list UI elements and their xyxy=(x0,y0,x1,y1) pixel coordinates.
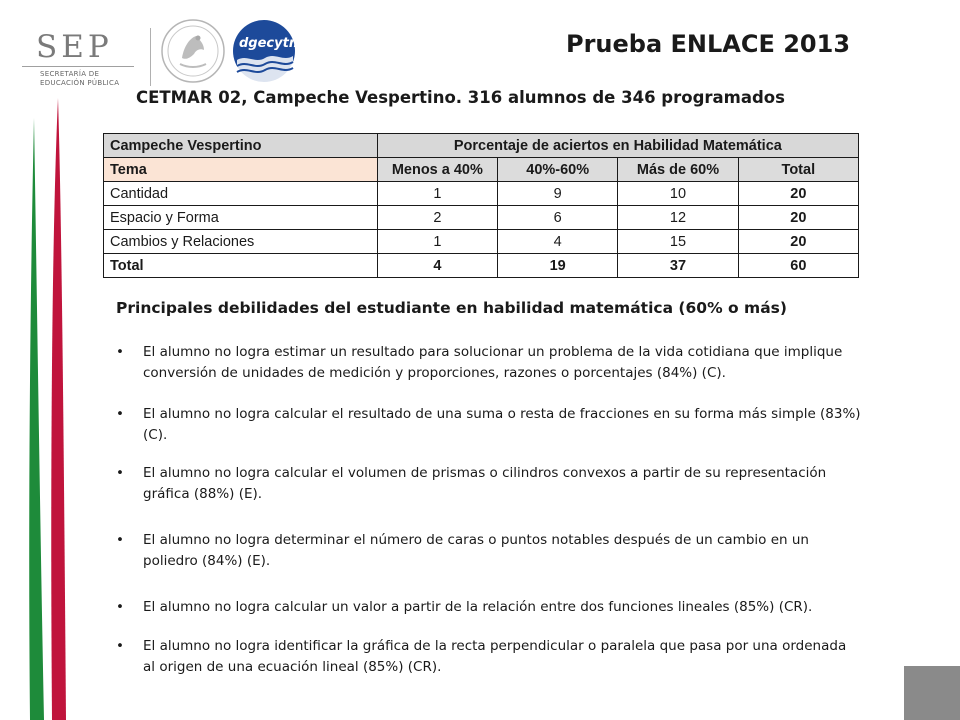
cell-menos40: 2 xyxy=(377,206,497,230)
cell-tema: Espacio y Forma xyxy=(104,206,378,230)
cell-mas60: 12 xyxy=(618,206,738,230)
list-item-text xyxy=(143,636,938,678)
section-heading: Principales debilidades del estudiante en habilidad matemática (60% o más) xyxy=(116,299,787,317)
list-item-line: conversión de unidades de medición y proporciones, razones o porcentajes (84%) (C). xyxy=(143,365,726,381)
dgecytm-logo xyxy=(233,20,303,82)
bullet-dot-icon: • xyxy=(116,638,124,654)
list-item-text xyxy=(143,404,938,446)
decorative-stripes xyxy=(0,0,100,720)
table-header-left: Campeche Vespertino xyxy=(104,134,378,158)
list-item-line: (C). xyxy=(143,427,168,443)
cell-total: 20 xyxy=(738,182,858,206)
list-item-line: El alumno no logra calcular el volumen de prismas o cilindros convexos a partir de su representación xyxy=(143,465,827,481)
table-row xyxy=(104,206,859,230)
sep-logo-line2: EDUCACIÓN PÚBLICA xyxy=(40,79,120,87)
cell-total: 20 xyxy=(738,230,858,254)
cell-total: 20 xyxy=(738,206,858,230)
column-header-total: Total xyxy=(738,158,858,182)
column-header-menos40: Menos a 40% xyxy=(377,158,497,182)
cell-tema: Cambios y Relaciones xyxy=(104,230,378,254)
bullet-dot-icon: • xyxy=(116,465,124,481)
list-item-line: al origen de una ecuación lineal (85%) (CR). xyxy=(143,659,442,675)
table-columns-row xyxy=(104,158,859,182)
cell-40-60: 19 xyxy=(498,254,618,278)
bullet-dot-icon: • xyxy=(116,599,124,615)
column-header-tema: Tema xyxy=(104,158,378,182)
list-item-line: poliedro (84%) (E). xyxy=(143,553,271,569)
cell-tema: Total xyxy=(104,254,378,278)
mexico-seal-icon xyxy=(160,18,226,84)
green-stripe xyxy=(29,118,44,720)
table-row xyxy=(104,182,859,206)
page-subtitle: CETMAR 02, Campeche Vespertino. 316 alumnos de 346 programados xyxy=(136,88,785,107)
cell-mas60: 15 xyxy=(618,230,738,254)
list-item-line: El alumno no logra calcular un valor a partir de la relación entre dos funciones lineales (85%) (CR). xyxy=(143,599,813,615)
sep-logo xyxy=(22,29,134,87)
results-table xyxy=(103,133,859,278)
dgecytm-logo-text: dgecytm xyxy=(239,36,303,51)
cell-mas60: 37 xyxy=(618,254,738,278)
cell-menos40: 1 xyxy=(377,230,497,254)
list-item-line: gráfica (88%) (E). xyxy=(143,486,263,502)
cell-total: 60 xyxy=(738,254,858,278)
cell-40-60: 9 xyxy=(498,182,618,206)
list-item-text xyxy=(143,530,938,572)
table-row xyxy=(104,230,859,254)
cell-menos40: 1 xyxy=(377,182,497,206)
page-title: Prueba ENLACE 2013 xyxy=(566,30,851,58)
bullet-dot-icon: • xyxy=(116,406,124,422)
corner-decoration xyxy=(904,666,960,720)
table-total-row xyxy=(104,254,859,278)
cell-40-60: 4 xyxy=(498,230,618,254)
dgecytm-waves-icon xyxy=(233,20,295,82)
table-header-right: Porcentaje de aciertos en Habilidad Matemática xyxy=(377,134,858,158)
list-item-line: El alumno no logra determinar el número de caras o puntos notables después de un cambio en un xyxy=(143,532,809,548)
red-stripe xyxy=(51,98,66,720)
bullet-dot-icon: • xyxy=(116,344,124,360)
cell-mas60: 10 xyxy=(618,182,738,206)
sep-logo-line1: SECRETARÍA DE xyxy=(40,70,100,78)
list-item-line: El alumno no logra estimar un resultado para solucionar un problema de la vida cotidiana que implique xyxy=(143,344,843,360)
cell-40-60: 6 xyxy=(498,206,618,230)
sep-logo-subtitle xyxy=(40,70,119,88)
list-item-text xyxy=(143,597,938,618)
list-item-text xyxy=(143,342,938,384)
cell-tema: Cantidad xyxy=(104,182,378,206)
list-item-text xyxy=(143,463,938,505)
bullet-dot-icon: • xyxy=(116,532,124,548)
table-header-row xyxy=(104,134,859,158)
sep-logo-word: SEP xyxy=(36,29,113,65)
list-item-line: El alumno no logra calcular el resultado de una suma o resta de fracciones en su forma más simple (83%) xyxy=(143,406,861,422)
logo-divider xyxy=(150,28,151,86)
cell-menos40: 4 xyxy=(377,254,497,278)
column-header-40-60: 40%-60% xyxy=(498,158,618,182)
list-item-line: El alumno no logra identificar la gráfica de la recta perpendicular o paralela que pasa por una ordenada xyxy=(143,638,847,654)
column-header-mas60: Más de 60% xyxy=(618,158,738,182)
sep-logo-rule xyxy=(22,66,134,67)
